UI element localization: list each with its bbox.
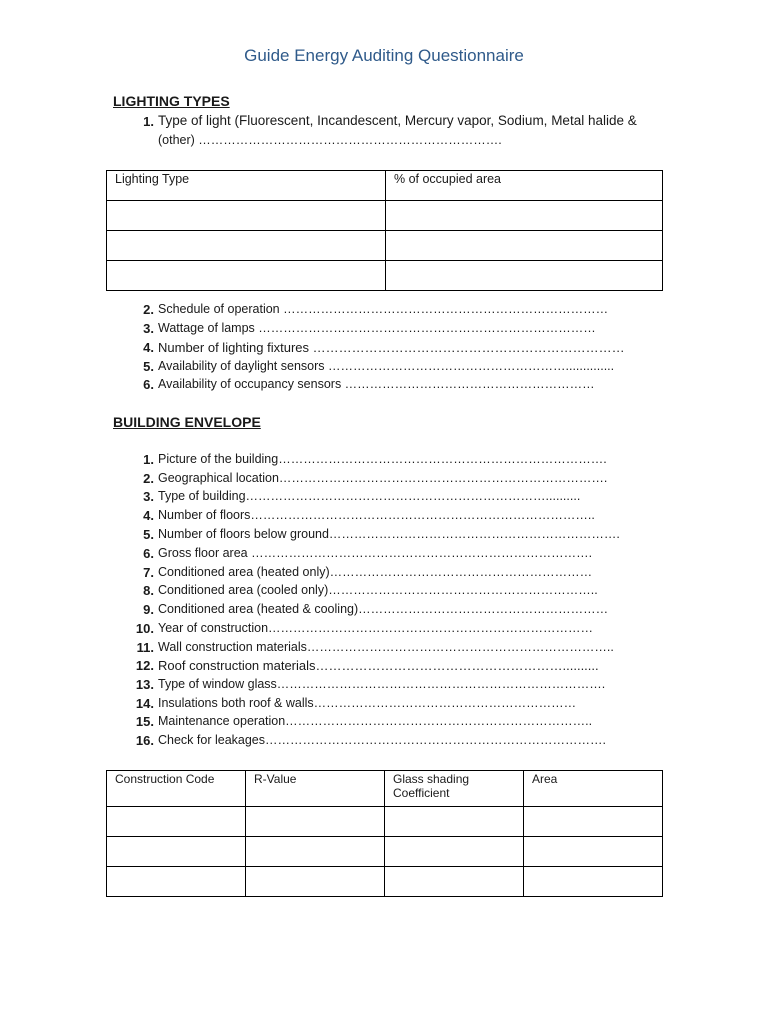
- list-item: Number of lighting fixtures ………………………………………………………………: [158, 340, 625, 355]
- list-item-number: 4.: [143, 340, 154, 355]
- table-cell[interactable]: [107, 261, 386, 291]
- table-cell[interactable]: [385, 867, 524, 897]
- list-item-number: 3.: [143, 489, 154, 504]
- page-title: Guide Energy Auditing Questionnaire: [244, 46, 524, 65]
- list-item: Type of building………………………………………………………………..........: [158, 489, 581, 503]
- table-cell[interactable]: [246, 837, 385, 867]
- list-item: Type of window glass…………………………………………………………………….: [158, 677, 606, 691]
- list-item-number: 3.: [143, 321, 154, 336]
- lighting-type-table: [106, 170, 663, 291]
- list-item: Conditioned area (heated only)………………………………………………………: [158, 565, 593, 579]
- list-item: Wattage of lamps ………………………………………………………………………: [158, 321, 596, 335]
- list-item-number: 6.: [143, 546, 154, 561]
- list-item-number: 10.: [135, 621, 154, 636]
- list-item: Insulations both roof & walls………………………………………………………: [158, 696, 577, 710]
- table-cell[interactable]: [107, 201, 386, 231]
- list-item: Maintenance operation………………………………………………………………..: [158, 714, 593, 728]
- lighting-item-number: 1.: [143, 114, 154, 129]
- list-item: Roof construction materials…………………………………………………..........: [158, 658, 599, 673]
- building-envelope-heading: BUILDING ENVELOPE: [113, 414, 261, 430]
- list-item: Conditioned area (heated & cooling)……………………………………………………: [158, 602, 609, 616]
- table-row: [107, 231, 663, 261]
- table-cell[interactable]: [107, 231, 386, 261]
- list-item: Availability of occupancy sensors ……………………………………………………: [158, 377, 595, 391]
- table-cell[interactable]: [385, 807, 524, 837]
- list-item: Check for leakages……………………………………………………………………….: [158, 733, 606, 747]
- table-row: [107, 837, 663, 867]
- table-header-row: [107, 171, 663, 201]
- construction-table: [106, 770, 663, 897]
- list-item: Number of floors below ground…………………………………………………………….: [158, 527, 620, 541]
- header-lighting-type: Lighting Type: [107, 171, 386, 201]
- header-construction-code: Construction Code: [107, 771, 246, 807]
- table-cell[interactable]: [246, 867, 385, 897]
- list-item: Conditioned area (cooled only)………………………………………………………..: [158, 583, 598, 597]
- table-cell[interactable]: [386, 201, 663, 231]
- list-item: Availability of daylight sensors …………………………………………………..............: [158, 359, 615, 373]
- list-item-number: 2.: [143, 302, 154, 317]
- list-item: Schedule of operation ……………………………………………………………………: [158, 302, 609, 316]
- table-cell[interactable]: [107, 867, 246, 897]
- list-item-number: 2.: [143, 471, 154, 486]
- table-cell[interactable]: [524, 867, 663, 897]
- list-item-number: 9.: [143, 602, 154, 617]
- table-row: [107, 201, 663, 231]
- list-item: Number of floors………………………………………………………………………..: [158, 508, 595, 522]
- list-item-number: 6.: [143, 377, 154, 392]
- lighting-item-text-continued: (other) ……………………………………………………………….: [158, 133, 502, 147]
- list-item-number: 5.: [143, 359, 154, 374]
- table-cell[interactable]: [386, 231, 663, 261]
- list-item-number: 14.: [135, 696, 154, 711]
- lighting-item-text: Type of light (Fluorescent, Incandescent, Mercury vapor, Sodium, Metal halide &: [158, 113, 637, 128]
- table-cell[interactable]: [385, 837, 524, 867]
- list-item: Year of construction……………………………………………………………………: [158, 621, 594, 635]
- header-area: Area: [524, 771, 663, 807]
- list-item-number: 8.: [143, 583, 154, 598]
- list-item: Picture of the building…………………………………………………………………….: [158, 452, 607, 466]
- table-row: [107, 261, 663, 291]
- list-item-number: 5.: [143, 527, 154, 542]
- header-glass-shading-coefficient: Glass shading Coefficient: [385, 771, 524, 807]
- list-item: Gross floor area ……………………………………………………………………….: [158, 546, 593, 560]
- table-cell[interactable]: [246, 807, 385, 837]
- table-cell[interactable]: [524, 837, 663, 867]
- list-item-number: 1.: [143, 452, 154, 467]
- list-item: Geographical location…………………………………………………………………….: [158, 471, 608, 485]
- table-cell[interactable]: [386, 261, 663, 291]
- list-item-number: 15.: [135, 714, 154, 729]
- list-item-number: 12.: [135, 658, 154, 673]
- list-item-number: 13.: [135, 677, 154, 692]
- list-item-number: 4.: [143, 508, 154, 523]
- lighting-types-heading: LIGHTING TYPES: [113, 93, 230, 109]
- table-row: [107, 807, 663, 837]
- table-row: [107, 867, 663, 897]
- table-header-row: [107, 771, 663, 807]
- table-cell[interactable]: [107, 837, 246, 867]
- list-item-number: 7.: [143, 565, 154, 580]
- list-item: Wall construction materials………………………………………………………………..: [158, 640, 614, 654]
- table-cell[interactable]: [107, 807, 246, 837]
- header-r-value: R-Value: [246, 771, 385, 807]
- list-item-number: 11.: [136, 640, 154, 655]
- list-item-number: 16.: [135, 733, 154, 748]
- table-cell[interactable]: [524, 807, 663, 837]
- header-occupied-area: % of occupied area: [386, 171, 663, 201]
